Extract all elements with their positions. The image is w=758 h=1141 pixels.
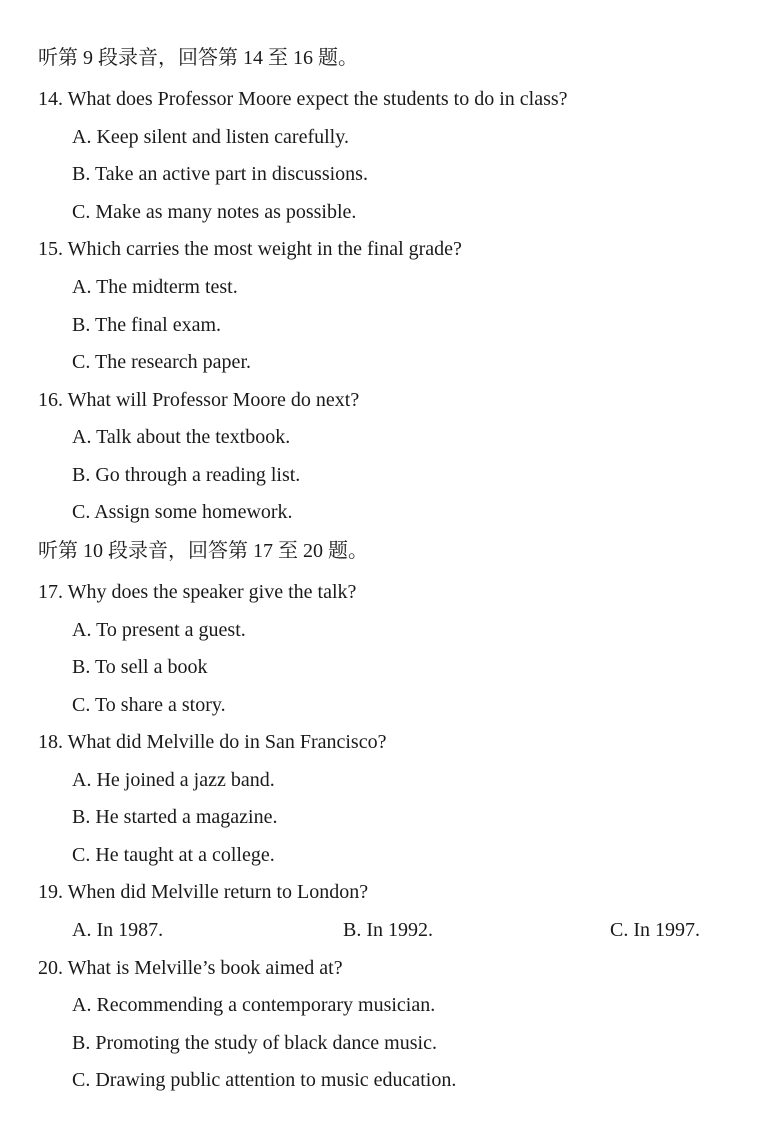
question-stem: [0, 877, 758, 907]
question-stem: [0, 84, 758, 114]
answer-option-text: B. To sell a book: [72, 656, 208, 678]
answer-option-text: C. Make as many notes as possible.: [72, 201, 357, 223]
answer-option-text: C. He taught at a college.: [72, 844, 275, 866]
answer-option-text: B. Promoting the study of black dance music.: [72, 1032, 437, 1054]
answer-option-text: C. Drawing public attention to music education.: [72, 1069, 457, 1091]
answer-option: [0, 840, 758, 870]
answer-option: [0, 615, 758, 645]
answer-option: [0, 990, 758, 1020]
answer-option-text: A. Keep silent and listen carefully.: [72, 126, 349, 148]
answer-option-row: [0, 915, 758, 945]
section-heading-text: 听第 9 段录音，回答第 14 至 16 题。: [38, 47, 358, 69]
answer-option-text: C. In 1997.: [610, 919, 700, 941]
answer-option-text: A. Recommending a contemporary musician.: [72, 994, 436, 1016]
answer-option: [0, 159, 758, 189]
answer-option: [0, 272, 758, 302]
answer-option: [0, 497, 758, 527]
answer-option-text: B. Go through a reading list.: [72, 464, 301, 486]
question-stem-text: 20. What is Melville’s book aimed at?: [38, 957, 343, 979]
answer-option: [0, 802, 758, 832]
answer-option-text: B. The final exam.: [72, 314, 222, 336]
question-stem-text: 16. What will Professor Moore do next?: [38, 389, 360, 411]
question-stem: [0, 234, 758, 264]
answer-option-text: A. In 1987.: [72, 919, 164, 941]
question-stem: [0, 953, 758, 983]
question-stem-text: 19. When did Melville return to London?: [38, 881, 369, 903]
answer-option-text: C. The research paper.: [72, 351, 251, 373]
answer-option: [0, 347, 758, 377]
answer-option: [0, 460, 758, 490]
section-heading: [0, 536, 758, 566]
section-heading-text: 听第 10 段录音，回答第 17 至 20 题。: [38, 540, 368, 562]
question-stem-text: 14. What does Professor Moore expect the students to do in class?: [38, 88, 568, 110]
answer-option: [0, 122, 758, 152]
answer-option: [0, 197, 758, 227]
question-stem: [0, 727, 758, 757]
answer-option-text: A. He joined a jazz band.: [72, 769, 275, 791]
answer-option-text: A. The midterm test.: [72, 276, 238, 298]
question-stem: [0, 577, 758, 607]
answer-option: [0, 310, 758, 340]
answer-option-text: A. To present a guest.: [72, 619, 246, 641]
answer-option-text: B. He started a magazine.: [72, 806, 278, 828]
question-stem-text: 18. What did Melville do in San Francisco?: [38, 731, 387, 753]
answer-option: [0, 690, 758, 720]
question-stem: [0, 385, 758, 415]
answer-option-text: C. To share a story.: [72, 694, 226, 716]
answer-option-text: B. Take an active part in discussions.: [72, 163, 368, 185]
answer-option: [0, 765, 758, 795]
answer-option: [0, 652, 758, 682]
answer-option: [0, 422, 758, 452]
question-stem-text: 15. Which carries the most weight in the final grade?: [38, 238, 462, 260]
question-stem-text: 17. Why does the speaker give the talk?: [38, 581, 357, 603]
answer-option-text: C. Assign some homework.: [72, 501, 293, 523]
answer-option: [0, 1065, 758, 1095]
answer-option: [0, 1028, 758, 1058]
section-heading: [0, 43, 758, 73]
answer-option-text: B. In 1992.: [343, 919, 433, 941]
answer-option-text: A. Talk about the textbook.: [72, 426, 291, 448]
